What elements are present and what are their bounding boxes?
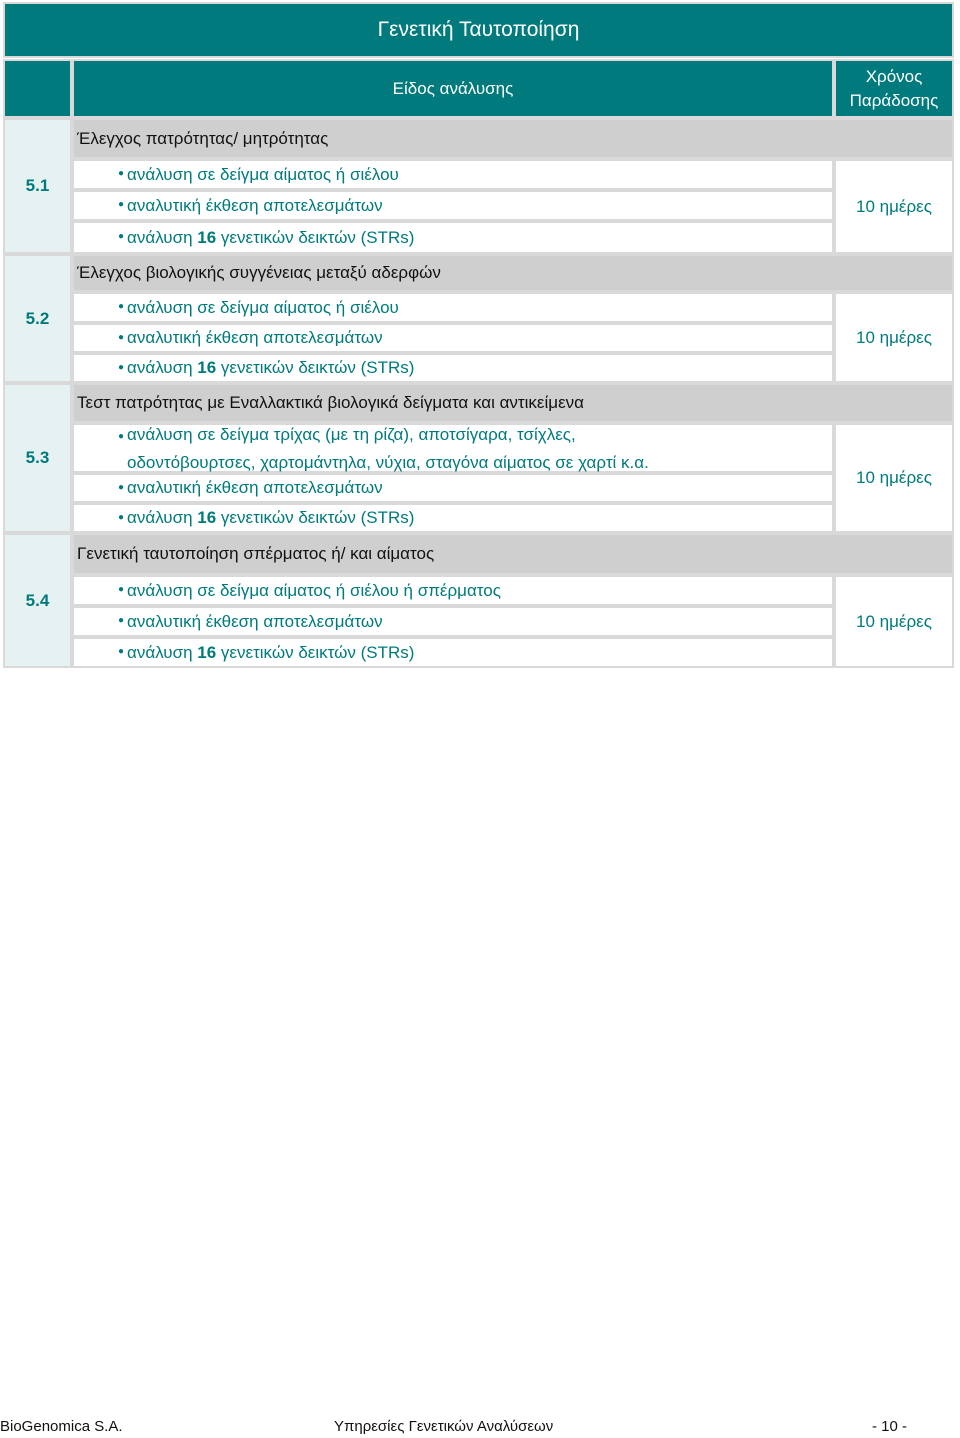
section-title-text: Τεστ πατρότητας με Εναλλακτικά βιολογικά δείγματα και αντικείμενα — [77, 393, 584, 412]
header-number-cell — [3, 59, 72, 118]
table-title — [3, 2, 954, 58]
header-analysis-type-text: Είδος ανάλυσης — [392, 78, 514, 98]
analysis-item-text: ανάλυση 16 γενετικών δεικτών (STRs) — [127, 642, 415, 662]
section-number — [3, 118, 72, 254]
bullet-icon: ● — [118, 301, 125, 312]
footer-title: Υπηρεσίες Γενετικών Αναλύσεων — [334, 1418, 554, 1435]
section-number — [3, 383, 72, 533]
section-title-text: Έλεγχος πατρότητας/ μητρότητας — [77, 128, 329, 148]
header-analysis-type — [72, 59, 834, 118]
analysis-item-text: ανάλυση σε δείγμα τρίχας (με τη ρίζα), αποτσίγαρα, τσίχλες, — [127, 424, 576, 444]
table-title-text: Γενετική Ταυτοποίηση — [377, 18, 580, 41]
section-number-text: 5.2 — [25, 308, 50, 328]
section-number-text: 5.3 — [25, 448, 50, 467]
bullet-icon: ● — [118, 361, 125, 373]
bullet-icon: ● — [118, 168, 125, 179]
analysis-item — [72, 292, 834, 323]
delivery-time-text: 10 ημέρες — [856, 611, 932, 631]
bullet-icon: ● — [118, 481, 125, 493]
header-delivery-time-line2: Παράδοσης — [849, 90, 939, 110]
bullet-icon: ● — [118, 615, 125, 626]
analysis-item-text: αναλυτική έκθεση αποτελεσμάτων — [127, 195, 383, 215]
analysis-item-text: ανάλυση σε δείγμα αίματος ή σιέλου — [127, 297, 399, 317]
analysis-item — [72, 606, 834, 637]
analysis-item-text: ανάλυση σε δείγμα αίματος ή σιέλου — [127, 164, 399, 184]
section-title — [72, 533, 954, 575]
delivery-time-text: 10 ημέρες — [856, 468, 932, 487]
delivery-time-text: 10 ημέρες — [856, 196, 932, 216]
analysis-item-text: ανάλυση 16 γενετικών δεικτών (STRs) — [127, 227, 415, 247]
analysis-item — [72, 353, 834, 383]
analysis-item — [72, 159, 834, 190]
footer-page-number: - 10 - — [872, 1418, 908, 1435]
delivery-time-text: 10 ημέρες — [856, 327, 932, 347]
delivery-time — [834, 292, 954, 383]
section-title — [72, 254, 954, 292]
analysis-item — [72, 323, 834, 353]
analysis-item — [72, 221, 834, 254]
bullet-icon: ● — [118, 584, 125, 595]
analysis-item-text: αναλυτική έκθεση αποτελεσμάτων — [127, 328, 383, 347]
analysis-item-text: ανάλυση 16 γενετικών δεικτών (STRs) — [127, 508, 415, 527]
section-title-text: Έλεγχος βιολογικής συγγένειας μεταξύ αδερφών — [77, 263, 441, 282]
footer-company: BioGenomica S.A. — [0, 1418, 123, 1435]
section-number-text: 5.4 — [25, 590, 50, 610]
header-delivery-time-line1: Χρόνος — [865, 66, 923, 86]
analysis-item-continuation: οδοντόβουρτσες, χαρτομάντηλα, νύχια, σταγόνα αίματος σε χαρτί κ.α. — [127, 452, 649, 472]
section-title — [72, 383, 954, 423]
delivery-time — [834, 159, 954, 254]
analysis-item — [72, 637, 834, 668]
analysis-item-text: αναλυτική έκθεση αποτελεσμάτων — [127, 478, 383, 497]
section-title-text: Γενετική ταυτοποίηση σπέρματος ή/ και αίματος — [77, 544, 435, 563]
section-number-text: 5.1 — [25, 176, 50, 195]
delivery-time — [834, 575, 954, 668]
section-number — [3, 254, 72, 383]
bullet-icon: ● — [118, 646, 125, 657]
section-number — [3, 533, 72, 668]
bullet-icon: ● — [118, 331, 125, 343]
analysis-item — [72, 503, 834, 533]
analysis-item-text: ανάλυση 16 γενετικών δεικτών (STRs) — [127, 358, 415, 377]
bullet-icon: ● — [118, 231, 125, 242]
analysis-item — [72, 423, 834, 473]
delivery-time — [834, 423, 954, 533]
analysis-item-text: ανάλυση σε δείγμα αίματος ή σιέλου ή σπέρματος — [127, 580, 501, 600]
bullet-icon: ● — [118, 511, 125, 523]
bullet-icon: ● — [118, 430, 125, 442]
analysis-item-text: αναλυτική έκθεση αποτελεσμάτων — [127, 611, 383, 631]
header-delivery-time — [834, 59, 954, 118]
bullet-icon: ● — [118, 199, 125, 210]
analysis-item-line — [118, 422, 576, 450]
section-title — [72, 118, 954, 159]
analysis-item — [72, 575, 834, 606]
analysis-item — [72, 190, 834, 221]
analysis-item — [72, 473, 834, 503]
